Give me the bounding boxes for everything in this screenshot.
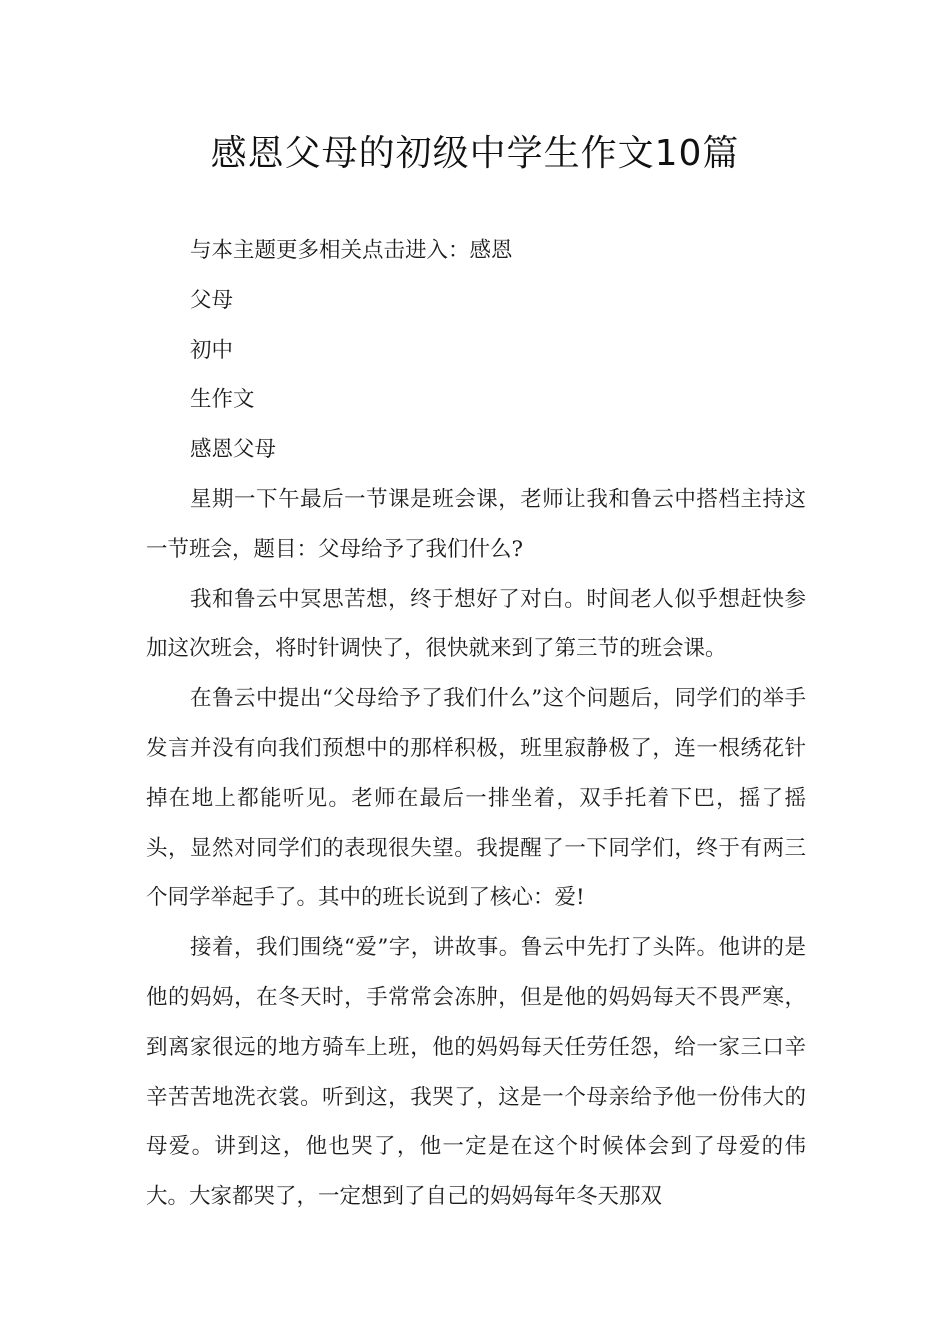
paragraph: 在鲁云中提出“父母给予了我们什么”这个问题后，同学们的举手发言并没有向我们预想中的那样积极，班里寂静极了，连一根绣花针掉在地上都能听见。老师在最后一排坐着，双手托着下巴，摇了摇头，显然对同学们的表现很失望。我提醒了一下同学们，终于有两三个同学举起手了。其中的班长说到了核心：爱! [146, 686, 806, 911]
topic-link-junior-high[interactable]: 初中 [190, 337, 234, 363]
topic-link-parents[interactable]: 父母 [190, 287, 234, 313]
document-body [146, 226, 806, 1222]
document-title: 感恩父母的初级中学生作文10篇 [210, 133, 740, 174]
topic-link-thank-parents[interactable]: 感恩父母 [190, 437, 277, 463]
topic-link-student-essay[interactable]: 生作文 [190, 387, 255, 413]
topic-link-intro[interactable]: 与本主题更多相关点击进入：感恩 [190, 238, 513, 263]
paragraph: 星期一下午最后一节课是班会课，老师让我和鲁云中搭档主持这一节班会，题目：父母给予了我们什么? [146, 486, 806, 562]
paragraph: 接着，我们围绕“爱”字，讲故事。鲁云中先打了头阵。他讲的是他的妈妈，在冬天时，手常常会冻肿，但是他的妈妈每天不畏严寒，到离家很远的地方骑车上班，他的妈妈每天任劳任怨，给一家三口辛辛苦苦地洗衣裳。听到这，我哭了，这是一个母亲给予他一份伟大的母爱。讲到这，他也哭了，他一定是在这个时候体会到了母爱的伟大。大家都哭了，一定想到了自己的妈妈每年冬天那双 [146, 935, 806, 1210]
paragraph: 我和鲁云中冥思苦想，终于想好了对白。时间老人似乎想赶快参加这次班会，将时针调快了，很快就来到了第三节的班会课。 [146, 586, 806, 662]
